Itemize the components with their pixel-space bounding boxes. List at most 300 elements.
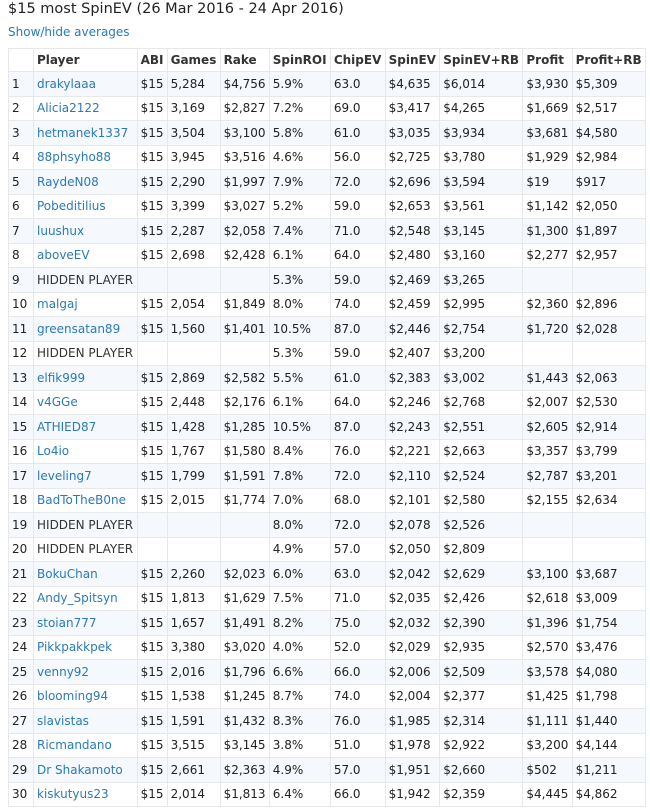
cell-spinev-rb: $2,768 — [440, 390, 523, 415]
cell-spinev-rb: $2,660 — [440, 758, 523, 783]
player-link[interactable]: venny92 — [37, 664, 90, 679]
cell-rake: $1,491 — [220, 611, 269, 636]
cell-rake: $1,813 — [220, 782, 269, 807]
cell-games — [167, 513, 220, 538]
cell-chipev: 68.0 — [330, 488, 385, 513]
player-link[interactable]: aboveEV — [37, 248, 90, 263]
cell-rank: 12 — [9, 341, 34, 366]
cell-abi: $15 — [137, 464, 167, 489]
player-link[interactable]: 88phsyho88 — [37, 150, 112, 165]
cell-rank: 23 — [9, 611, 34, 636]
cell-profit: $1,929 — [523, 145, 572, 170]
cell-abi: $15 — [137, 390, 167, 415]
table-row — [9, 660, 646, 685]
cell-games: 3,945 — [167, 145, 220, 170]
cell-abi: $15 — [137, 709, 167, 734]
cell-spinroi: 7.2% — [269, 96, 330, 121]
cell-games: 1,799 — [167, 464, 220, 489]
cell-spinev: $1,951 — [385, 758, 440, 783]
cell-profit-rb: $2,914 — [572, 415, 645, 440]
cell-player — [34, 170, 138, 195]
cell-chipev: 71.0 — [330, 586, 385, 611]
cell-spinev: $2,407 — [385, 341, 440, 366]
player-link[interactable]: blooming94 — [37, 689, 109, 704]
cell-rank: 9 — [9, 268, 34, 293]
table-row — [9, 513, 646, 538]
cell-profit-rb: $4,862 — [572, 782, 645, 807]
cell-profit-rb: $3,009 — [572, 586, 645, 611]
cell-spinroi: 6.1% — [269, 390, 330, 415]
cell-spinev: $2,101 — [385, 488, 440, 513]
player-link[interactable]: hetmanek1337 — [37, 125, 129, 140]
cell-spinev: $2,446 — [385, 317, 440, 342]
cell-spinev: $3,035 — [385, 121, 440, 146]
table-row — [9, 562, 646, 587]
cell-spinev-rb: $2,377 — [440, 684, 523, 709]
table-row — [9, 684, 646, 709]
cell-rank: 29 — [9, 758, 34, 783]
cell-spinev-rb: $2,359 — [440, 782, 523, 807]
cell-profit: $3,930 — [523, 72, 572, 97]
cell-spinev-rb: $3,145 — [440, 219, 523, 244]
player-link[interactable]: ATHIED87 — [37, 419, 97, 434]
cell-rake: $4,756 — [220, 72, 269, 97]
cell-spinev: $2,459 — [385, 292, 440, 317]
player-link[interactable]: elfik999 — [37, 370, 86, 385]
cell-spinev: $2,110 — [385, 464, 440, 489]
player-link[interactable]: Alicia2122 — [37, 101, 100, 116]
player-link[interactable]: RaydeN08 — [37, 174, 99, 189]
cell-spinev-rb: $2,551 — [440, 415, 523, 440]
cell-profit-rb: $2,984 — [572, 145, 645, 170]
cell-player — [34, 243, 138, 268]
cell-profit-rb: $2,517 — [572, 96, 645, 121]
cell-profit-rb: $1,798 — [572, 684, 645, 709]
cell-profit-rb: $2,530 — [572, 390, 645, 415]
cell-spinev: $2,042 — [385, 562, 440, 587]
cell-chipev: 64.0 — [330, 390, 385, 415]
cell-player — [34, 366, 138, 391]
cell-player — [34, 72, 138, 97]
cell-spinev-rb: $2,935 — [440, 635, 523, 660]
cell-chipev: 87.0 — [330, 415, 385, 440]
cell-games: 2,287 — [167, 219, 220, 244]
show-hide-averages-link[interactable]: Show/hide averages — [8, 25, 130, 39]
cell-abi: $15 — [137, 611, 167, 636]
cell-abi: $15 — [137, 758, 167, 783]
cell-abi: $15 — [137, 219, 167, 244]
cell-profit-rb: $917 — [572, 170, 645, 195]
cell-rake: $1,796 — [220, 660, 269, 685]
player-link[interactable]: Andy_Spitsyn — [37, 591, 118, 606]
cell-spinroi: 8.4% — [269, 439, 330, 464]
cell-rank: 19 — [9, 513, 34, 538]
cell-rank: 13 — [9, 366, 34, 391]
player-link[interactable]: kiskutyus23 — [37, 787, 109, 802]
cell-chipev: 76.0 — [330, 439, 385, 464]
cell-games: 1,813 — [167, 586, 220, 611]
cell-profit: $2,155 — [523, 488, 572, 513]
cell-profit: $1,111 — [523, 709, 572, 734]
cell-spinroi: 8.3% — [269, 709, 330, 734]
cell-chipev: 59.0 — [330, 268, 385, 293]
cell-spinroi: 10.5% — [269, 415, 330, 440]
cell-spinev: $2,243 — [385, 415, 440, 440]
cell-player — [34, 513, 138, 538]
cell-player — [34, 684, 138, 709]
column-header-profit[interactable]: Profit — [523, 49, 572, 72]
player-link[interactable]: greensatan89 — [37, 321, 121, 336]
table-row — [9, 415, 646, 440]
cell-player — [34, 219, 138, 244]
cell-spinroi: 4.9% — [269, 537, 330, 562]
table-row — [9, 292, 646, 317]
cell-spinev-rb: $3,561 — [440, 194, 523, 219]
cell-rake: $1,774 — [220, 488, 269, 513]
cell-spinroi: 5.3% — [269, 268, 330, 293]
cell-spinev: $2,035 — [385, 586, 440, 611]
cell-abi: $15 — [137, 292, 167, 317]
cell-profit: $1,425 — [523, 684, 572, 709]
cell-chipev: 61.0 — [330, 121, 385, 146]
cell-spinev-rb: $6,014 — [440, 72, 523, 97]
cell-player — [34, 611, 138, 636]
cell-spinev-rb: $2,580 — [440, 488, 523, 513]
cell-profit-rb: $5,309 — [572, 72, 645, 97]
cell-profit-rb — [572, 341, 645, 366]
cell-chipev: 71.0 — [330, 219, 385, 244]
cell-spinroi: 8.7% — [269, 684, 330, 709]
cell-chipev: 57.0 — [330, 537, 385, 562]
cell-player — [34, 121, 138, 146]
cell-spinev: $1,985 — [385, 709, 440, 734]
cell-profit-rb: $3,476 — [572, 635, 645, 660]
cell-profit: $3,578 — [523, 660, 572, 685]
cell-spinev-rb: $2,390 — [440, 611, 523, 636]
cell-spinroi: 5.2% — [269, 194, 330, 219]
cell-spinev-rb: $2,809 — [440, 537, 523, 562]
cell-rake — [220, 537, 269, 562]
cell-rank: 27 — [9, 709, 34, 734]
cell-rake: $3,100 — [220, 121, 269, 146]
cell-rake: $2,827 — [220, 96, 269, 121]
cell-games: 2,016 — [167, 660, 220, 685]
cell-chipev: 66.0 — [330, 660, 385, 685]
cell-profit-rb: $2,896 — [572, 292, 645, 317]
table-row — [9, 635, 646, 660]
player-link[interactable]: leveling7 — [37, 468, 92, 483]
cell-games: 3,380 — [167, 635, 220, 660]
cell-rank: 6 — [9, 194, 34, 219]
cell-games: 1,591 — [167, 709, 220, 734]
cell-rank: 17 — [9, 464, 34, 489]
cell-abi: $15 — [137, 121, 167, 146]
cell-spinev: $2,078 — [385, 513, 440, 538]
cell-spinev-rb: $2,995 — [440, 292, 523, 317]
cell-abi: $15 — [137, 366, 167, 391]
cell-player — [34, 586, 138, 611]
cell-chipev: 66.0 — [330, 782, 385, 807]
cell-rank: 24 — [9, 635, 34, 660]
cell-player — [34, 660, 138, 685]
cell-rank: 22 — [9, 586, 34, 611]
cell-profit: $1,720 — [523, 317, 572, 342]
cell-rank: 21 — [9, 562, 34, 587]
cell-spinev: $2,050 — [385, 537, 440, 562]
cell-chipev: 56.0 — [330, 145, 385, 170]
cell-spinev-rb: $2,922 — [440, 733, 523, 758]
cell-profit: $2,277 — [523, 243, 572, 268]
cell-profit-rb: $1,211 — [572, 758, 645, 783]
cell-rank: 7 — [9, 219, 34, 244]
cell-abi: $15 — [137, 562, 167, 587]
cell-rank: 11 — [9, 317, 34, 342]
cell-rake: $1,629 — [220, 586, 269, 611]
cell-rank: 20 — [9, 537, 34, 562]
cell-abi — [137, 513, 167, 538]
cell-rake: $2,363 — [220, 758, 269, 783]
cell-abi — [137, 341, 167, 366]
cell-spinev-rb: $3,160 — [440, 243, 523, 268]
cell-chipev: 64.0 — [330, 243, 385, 268]
player-link[interactable]: Dr Shakamoto — [37, 762, 123, 777]
cell-chipev: 63.0 — [330, 562, 385, 587]
cell-spinev: $2,696 — [385, 170, 440, 195]
cell-player — [34, 782, 138, 807]
cell-spinev-rb: $2,426 — [440, 586, 523, 611]
cell-rank: 10 — [9, 292, 34, 317]
cell-abi: $15 — [137, 194, 167, 219]
cell-chipev: 57.0 — [330, 758, 385, 783]
cell-abi: $15 — [137, 782, 167, 807]
cell-rake: $1,849 — [220, 292, 269, 317]
cell-spinev: $2,548 — [385, 219, 440, 244]
cell-spinroi: 8.0% — [269, 292, 330, 317]
cell-player — [34, 317, 138, 342]
cell-player — [34, 709, 138, 734]
cell-spinroi: 3.8% — [269, 733, 330, 758]
player-link[interactable]: Pobeditilius — [37, 199, 106, 214]
cell-games: 2,661 — [167, 758, 220, 783]
cell-spinroi: 7.9% — [269, 170, 330, 195]
cell-player — [34, 635, 138, 660]
player-link[interactable]: drakylaaa — [37, 76, 96, 91]
column-header-chipev[interactable]: ChipEV — [330, 49, 385, 72]
table-header-row — [9, 49, 646, 72]
player-link[interactable]: BadToTheB0ne — [37, 493, 127, 508]
cell-spinroi: 7.4% — [269, 219, 330, 244]
cell-chipev: 61.0 — [330, 366, 385, 391]
table-row — [9, 439, 646, 464]
cell-spinroi: 4.0% — [269, 635, 330, 660]
player-link[interactable]: luushux — [37, 223, 85, 238]
cell-spinroi: 10.5% — [269, 317, 330, 342]
cell-profit — [523, 341, 572, 366]
cell-profit-rb — [572, 268, 645, 293]
cell-rake: $1,245 — [220, 684, 269, 709]
cell-rank: 8 — [9, 243, 34, 268]
column-header-games[interactable]: Games — [167, 49, 220, 72]
cell-games: 2,014 — [167, 782, 220, 807]
cell-spinev: $2,383 — [385, 366, 440, 391]
cell-spinev: $2,006 — [385, 660, 440, 685]
cell-spinroi: 7.8% — [269, 464, 330, 489]
cell-profit: $2,007 — [523, 390, 572, 415]
cell-spinev-rb: $2,629 — [440, 562, 523, 587]
table-row — [9, 170, 646, 195]
cell-profit-rb: $2,028 — [572, 317, 645, 342]
cell-player — [34, 341, 138, 366]
cell-profit-rb: $2,957 — [572, 243, 645, 268]
cell-profit: $4,445 — [523, 782, 572, 807]
player-link[interactable]: v4GGe — [37, 395, 78, 410]
cell-spinev-rb: $3,780 — [440, 145, 523, 170]
cell-games: 2,698 — [167, 243, 220, 268]
cell-rank: 3 — [9, 121, 34, 146]
cell-profit-rb: $4,080 — [572, 660, 645, 685]
cell-games — [167, 268, 220, 293]
cell-spinroi: 6.4% — [269, 782, 330, 807]
cell-chipev: 63.0 — [330, 72, 385, 97]
cell-spinev-rb: $2,509 — [440, 660, 523, 685]
cell-player — [34, 488, 138, 513]
cell-abi: $15 — [137, 170, 167, 195]
cell-spinroi: 5.3% — [269, 341, 330, 366]
cell-spinev-rb: $3,934 — [440, 121, 523, 146]
cell-games: 1,657 — [167, 611, 220, 636]
cell-spinev: $2,029 — [385, 635, 440, 660]
cell-profit-rb: $3,201 — [572, 464, 645, 489]
cell-spinev-rb: $2,754 — [440, 317, 523, 342]
table-row — [9, 121, 646, 146]
column-header-player[interactable]: Player — [34, 49, 138, 72]
cell-spinev: $2,221 — [385, 439, 440, 464]
cell-player — [34, 292, 138, 317]
cell-abi: $15 — [137, 317, 167, 342]
cell-games: 3,515 — [167, 733, 220, 758]
cell-abi: $15 — [137, 439, 167, 464]
cell-spinev: $2,246 — [385, 390, 440, 415]
cell-chipev: 76.0 — [330, 709, 385, 734]
cell-profit: $2,360 — [523, 292, 572, 317]
cell-profit-rb: $3,799 — [572, 439, 645, 464]
cell-games: 3,399 — [167, 194, 220, 219]
cell-rake — [220, 513, 269, 538]
table-row — [9, 243, 646, 268]
cell-rank: 14 — [9, 390, 34, 415]
cell-spinroi: 7.5% — [269, 586, 330, 611]
column-header-spinroi[interactable]: SpinROI — [269, 49, 330, 72]
cell-abi: $15 — [137, 488, 167, 513]
cell-profit-rb: $1,754 — [572, 611, 645, 636]
cell-abi: $15 — [137, 415, 167, 440]
cell-games: 1,767 — [167, 439, 220, 464]
cell-rake — [220, 341, 269, 366]
table-row — [9, 758, 646, 783]
player-link[interactable]: slavistas — [37, 713, 89, 728]
cell-rake: $3,020 — [220, 635, 269, 660]
player-link[interactable]: Lo4io — [37, 444, 70, 459]
cell-rank: 30 — [9, 782, 34, 807]
cell-rank: 1 — [9, 72, 34, 97]
cell-spinroi: 5.9% — [269, 72, 330, 97]
table-row — [9, 709, 646, 734]
cell-profit: $3,100 — [523, 562, 572, 587]
cell-player — [34, 758, 138, 783]
cell-profit: $19 — [523, 170, 572, 195]
cell-profit-rb: $3,687 — [572, 562, 645, 587]
cell-profit-rb — [572, 513, 645, 538]
table-row — [9, 390, 646, 415]
cell-abi: $15 — [137, 660, 167, 685]
column-header-profit-rb[interactable]: Profit+RB — [572, 49, 645, 72]
table-body — [9, 72, 646, 807]
cell-games: 1,538 — [167, 684, 220, 709]
cell-spinroi: 5.8% — [269, 121, 330, 146]
cell-rank: 5 — [9, 170, 34, 195]
cell-games: 5,284 — [167, 72, 220, 97]
cell-rake: $1,432 — [220, 709, 269, 734]
cell-profit-rb: $1,440 — [572, 709, 645, 734]
cell-rank: 4 — [9, 145, 34, 170]
cell-rake: $2,058 — [220, 219, 269, 244]
player-link[interactable]: stoian777 — [37, 615, 97, 630]
cell-spinev-rb: $2,314 — [440, 709, 523, 734]
column-header-spinev[interactable]: SpinEV — [385, 49, 440, 72]
table-row — [9, 488, 646, 513]
cell-abi: $15 — [137, 635, 167, 660]
cell-games: 2,260 — [167, 562, 220, 587]
column-header-rake[interactable]: Rake — [220, 49, 269, 72]
cell-profit: $3,357 — [523, 439, 572, 464]
cell-abi: $15 — [137, 684, 167, 709]
cell-spinev-rb: $4,265 — [440, 96, 523, 121]
column-header-abi[interactable]: ABI — [137, 49, 167, 72]
cell-spinroi: 4.6% — [269, 145, 330, 170]
table-row — [9, 586, 646, 611]
table-row — [9, 194, 646, 219]
hidden-player-label: HIDDEN PLAYER — [37, 517, 134, 532]
cell-games: 2,054 — [167, 292, 220, 317]
cell-spinroi: 7.0% — [269, 488, 330, 513]
cell-profit: $2,570 — [523, 635, 572, 660]
cell-spinev-rb: $2,524 — [440, 464, 523, 489]
cell-spinroi: 8.2% — [269, 611, 330, 636]
cell-abi: $15 — [137, 145, 167, 170]
player-link[interactable]: BokuChan — [37, 566, 98, 581]
player-link[interactable]: Ricmandano — [37, 738, 112, 753]
cell-spinroi: 6.0% — [269, 562, 330, 587]
cell-rake: $3,516 — [220, 145, 269, 170]
cell-profit: $1,396 — [523, 611, 572, 636]
table-row — [9, 96, 646, 121]
cell-rake — [220, 268, 269, 293]
table-row — [9, 268, 646, 293]
table-row — [9, 317, 646, 342]
cell-profit-rb: $4,144 — [572, 733, 645, 758]
player-link[interactable]: Pikkpakkpek — [37, 640, 113, 655]
cell-profit-rb: $4,580 — [572, 121, 645, 146]
cell-player — [34, 415, 138, 440]
cell-spinev: $2,480 — [385, 243, 440, 268]
table-row — [9, 782, 646, 807]
player-link[interactable]: malgaj — [37, 297, 78, 312]
cell-rake: $1,580 — [220, 439, 269, 464]
cell-abi: $15 — [137, 96, 167, 121]
column-header-spinev-rb[interactable]: SpinEV+RB — [440, 49, 523, 72]
cell-player — [34, 464, 138, 489]
cell-abi: $15 — [137, 733, 167, 758]
